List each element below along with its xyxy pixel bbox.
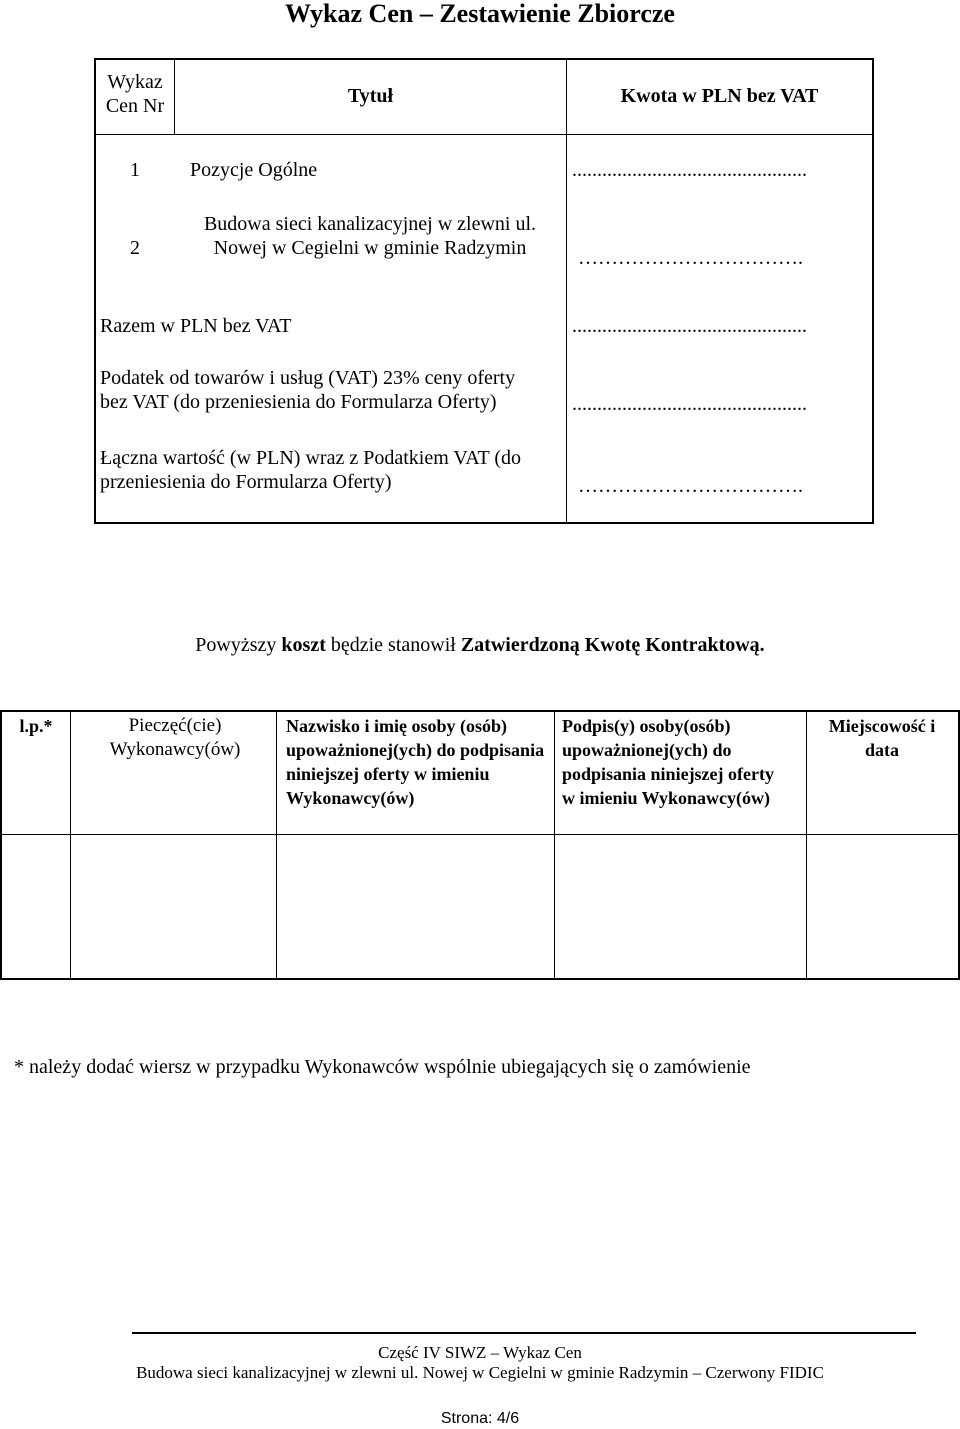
table-header-divider	[94, 134, 874, 135]
total-amount: ...............................................	[572, 315, 807, 337]
row-1-amount: ...............................................	[572, 159, 807, 181]
sig-col-divider-3	[554, 710, 555, 980]
sig-header-signature: Podpis(y) osoby(osób) upoważnionej(ych) do podpisania niniejszej oferty w imieniu Wykonawcy(ów)	[562, 716, 775, 808]
signature-table	[0, 710, 960, 980]
row-1-title: Pozycje Ogólne	[190, 159, 318, 181]
summary-part-4: Zatwierdzoną Kwotę Kontraktową.	[460, 634, 765, 656]
sig-col-divider-1	[70, 710, 71, 980]
sig-header-name: Nazwisko i imię osoby (osób) upoważnionej(ych) do podpisania niniejszej oferty w imieniu Wykonawcy(ów)	[286, 716, 545, 808]
sig-border-left	[0, 710, 2, 980]
gross-label: Łączna wartość (w PLN) wraz z Podatkiem VAT (do przeniesienia do Formularza Oferty)	[100, 447, 521, 493]
table-border-left	[94, 58, 96, 524]
footer-divider	[132, 1332, 916, 1334]
sig-header-stamp: Pieczęć(cie) Wykonawcy(ów)	[109, 715, 241, 760]
price-summary-table	[94, 58, 874, 524]
summary-part-1: Powyższy	[195, 634, 282, 656]
gross-amount: …………………………….	[578, 475, 803, 497]
footer-line-1: Część IV SIWZ – Wykaz Cen	[378, 1343, 582, 1362]
sig-header-divider	[0, 834, 960, 835]
header-amount: Kwota w PLN bez VAT	[620, 85, 819, 107]
page-number: Strona: 4/6	[440, 1410, 520, 1427]
sig-col-divider-2	[276, 710, 277, 980]
sig-header-lp: l.p.*	[19, 716, 53, 736]
summary-part-2: koszt	[281, 634, 326, 656]
header-nr: Wykaz Cen Nr	[105, 71, 165, 117]
table-border-bottom	[94, 522, 874, 524]
vat-label: Podatek od towarów i usług (VAT) 23% ceny oferty bez VAT (do przeniesienia do Formularza Oferty)	[100, 367, 516, 413]
row-2-nr: 2	[130, 237, 140, 259]
row-1-nr: 1	[130, 159, 140, 181]
table-border-top	[94, 58, 874, 60]
footer-line-2: Budowa sieci kanalizacyjnej w zlewni ul. Nowej w Cegielni w gminie Radzymin – Czerwony FIDIC	[136, 1363, 824, 1382]
sig-border-bottom	[0, 978, 960, 980]
footnote: * należy dodać wiersz w przypadku Wykonawców wspólnie ubiegających się o zamówienie	[14, 1056, 751, 1078]
sig-border-top	[0, 710, 960, 712]
sig-header-place-date: Miejscowość i data	[828, 716, 936, 760]
vat-amount: ...............................................	[572, 393, 807, 415]
contract-amount-statement	[0, 632, 960, 658]
row-2-amount: …………………………….	[578, 247, 803, 269]
table-border-right	[872, 58, 874, 524]
page-title: Wykaz Cen – Zestawienie Zbiorcze	[285, 0, 675, 28]
summary-part-3: będzie stanowił	[325, 634, 461, 656]
header-title: Tytuł	[347, 85, 394, 107]
sig-col-divider-4	[806, 710, 807, 980]
total-label: Razem w PLN bez VAT	[100, 315, 292, 337]
col-divider-amount	[566, 58, 567, 524]
row-2-title: Budowa sieci kanalizacyjnej w zlewni ul. Nowej w Cegielni w gminie Radzymin	[203, 213, 537, 259]
